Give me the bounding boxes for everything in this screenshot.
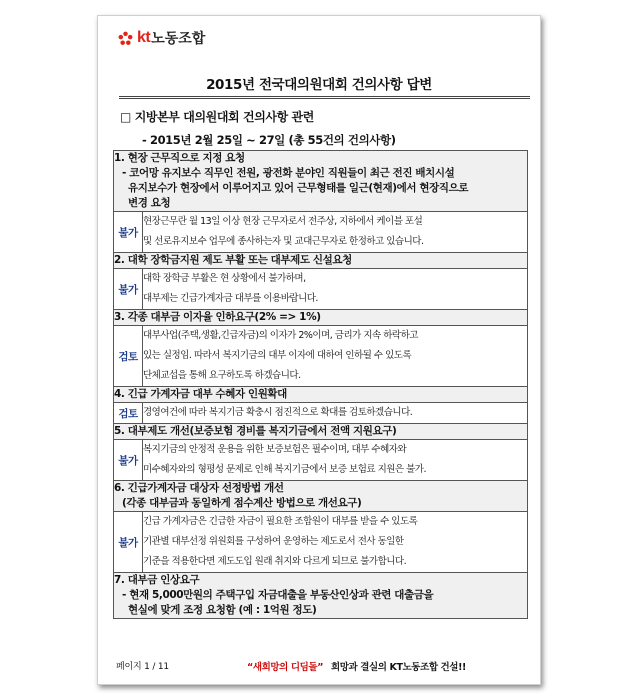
item-title: 5. 대부제도 개선(보증보험 경비를 복지기금에서 전액 지원요구) <box>114 425 397 437</box>
item-detail: (각종 대부금과 동일하게 점수계산 방법으로 개선요구) <box>122 497 362 509</box>
page-number: 페이지 1 / 11 <box>116 662 169 672</box>
logo-union-text: 노동조합 <box>151 31 206 47</box>
answer-line: 복지기금의 안정적 운용을 위한 보증보험은 필수이며, 대부 수혜자와 <box>143 444 407 455</box>
item-question <box>114 481 528 512</box>
item-title: 2. 대학 장학금지원 제도 부활 또는 대부제도 신설요청 <box>114 254 352 266</box>
item-answer <box>143 212 528 253</box>
item-question <box>114 424 528 440</box>
answer-line: 대부제는 긴급가계자금 대부를 이용바랍니다. <box>143 293 318 304</box>
title-rule-double <box>119 98 530 99</box>
answer-line: 및 선로유지보수 업무에 종사하는자 및 교대근무자로 한정하고 있습니다. <box>143 236 424 247</box>
status-badge: 불가 <box>114 269 143 310</box>
item-detail: 유지보수가 현장에서 이루어지고 있어 근무형태를 일근(현재)에서 현장직으로 <box>128 182 469 194</box>
item-answer <box>143 326 528 387</box>
item-answer <box>143 403 528 424</box>
item-answer-row <box>114 512 528 573</box>
item-question-row <box>114 310 528 326</box>
status-badge: 검토 <box>114 326 143 387</box>
item-answer <box>143 512 528 573</box>
item-answer-row <box>114 212 528 253</box>
suggestion-table <box>113 150 528 619</box>
item-detail: - 현재 5,000만원의 주택구입 자금대출을 부동산인상과 관련 대출금을 <box>122 589 434 601</box>
status-badge: 검토 <box>114 403 143 424</box>
item-question-row <box>114 424 528 440</box>
title-rule <box>119 96 530 97</box>
footer-slogan-red: “새희망의 디딤돌” <box>247 662 324 673</box>
logo-kt-text: kt <box>137 29 151 46</box>
item-question <box>114 387 528 403</box>
item-title: 1. 현장 근무직으로 지정 요청 <box>114 152 245 164</box>
item-detail: - 코어망 유지보수 직무인 전원, 광전화 분야인 직원들이 최근 전진 배치시설 <box>122 167 455 179</box>
item-detail: 현실에 맞게 조정 요청함 (예 : 1억원 정도) <box>128 604 317 616</box>
status-badge: 불가 <box>114 512 143 573</box>
item-question-row <box>114 481 528 512</box>
item-title: 3. 각종 대부금 이자율 인하요구(2% => 1%) <box>114 311 321 323</box>
item-answer-row <box>114 403 528 424</box>
item-question <box>114 310 528 326</box>
document-title: 2015년 전국대의원대회 건의사항 답변 <box>206 77 432 93</box>
item-question <box>114 573 528 619</box>
item-question <box>114 253 528 269</box>
section-heading: □ 지방본부 대의원대회 건의사항 관련 <box>120 110 314 124</box>
kt-union-logo <box>118 28 205 48</box>
item-answer-row <box>114 440 528 481</box>
item-detail: 변경 요청 <box>128 197 171 209</box>
answer-line: 미수혜자와의 형평성 문제로 인해 복지기금에서 보증 보험료 지원은 불가. <box>143 464 426 475</box>
item-answer-row <box>114 269 528 310</box>
item-title: 4. 긴급 가계자금 대부 수혜자 인원확대 <box>114 388 287 400</box>
answer-line: 경영여건에 따라 복지기금 확충시 점진적으로 확대를 검토하겠습니다. <box>143 407 413 418</box>
item-title: 7. 대부금 인상요구 <box>114 574 200 586</box>
status-badge: 불가 <box>114 440 143 481</box>
kt-flower-icon <box>118 31 133 46</box>
answer-line: 단체교섭을 통해 요구하도록 하겠습니다. <box>143 370 301 381</box>
answer-line: 긴급 가계자금은 긴급한 자금이 필요한 조합원이 대부를 받을 수 있도록 <box>143 516 418 527</box>
document-sheet <box>97 15 541 685</box>
item-question-row <box>114 151 528 212</box>
status-badge: 불가 <box>114 212 143 253</box>
item-question-row <box>114 387 528 403</box>
answer-line: 대부사업(주택,생활,긴급자금)의 이자가 2%이며, 금리가 지속 하락하고 <box>143 330 418 341</box>
item-answer-row <box>114 326 528 387</box>
answer-line: 대학 장학금 부활은 현 상황에서 불가하며, <box>143 273 306 284</box>
answer-line: 기관별 대부선정 위원회를 구성하여 운영하는 제도로서 전사 동일한 <box>143 536 404 547</box>
answer-line: 현장근무란 월 13일 이상 현장 근무자로서 전주상, 지하에서 케이블 포설 <box>143 216 423 227</box>
footer-slogan: 희망과 결실의 KT노동조합 건설!! <box>331 662 466 673</box>
item-title: 6. 긴급가계자금 대상자 선정방법 개선 <box>114 482 284 494</box>
item-question <box>114 151 528 212</box>
item-answer <box>143 440 528 481</box>
answer-line: 기준을 적용한다면 제도도입 원래 취지와 다르게 되므로 불가합니다. <box>143 556 407 567</box>
item-question-row <box>114 253 528 269</box>
item-answer <box>143 269 528 310</box>
item-question-row <box>114 573 528 619</box>
period-text: - 2015년 2월 25일 ~ 27일 (총 55건의 건의사항) <box>142 133 396 147</box>
answer-line: 있는 실정임. 따라서 복지기금의 대부 이자에 대하여 인하될 수 있도록 <box>143 350 412 361</box>
